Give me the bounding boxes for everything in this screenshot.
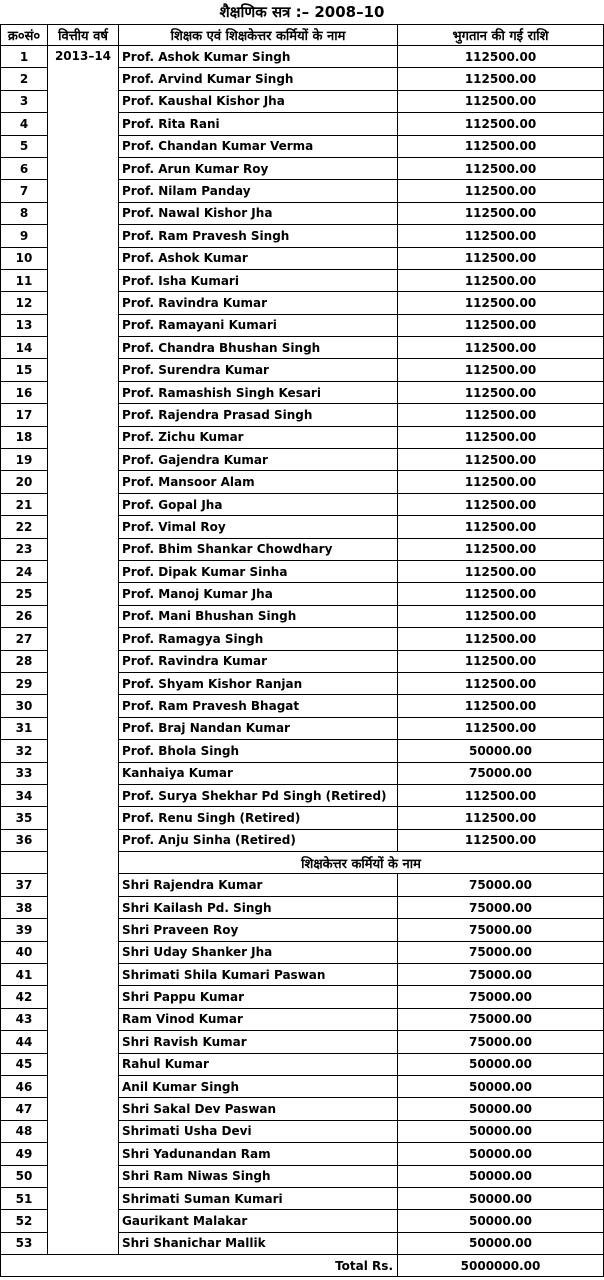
paid-amount: 75000.00 [398, 896, 604, 918]
serial-number: 28 [1, 650, 48, 672]
serial-number: 37 [1, 874, 48, 896]
person-name: Prof. Isha Kumari [119, 269, 398, 291]
serial-number: 15 [1, 359, 48, 381]
serial-number: 20 [1, 471, 48, 493]
person-name: Gaurikant Malakar [119, 1210, 398, 1232]
serial-number: 3 [1, 90, 48, 112]
serial-number: 4 [1, 113, 48, 135]
paid-amount: 112500.00 [398, 538, 604, 560]
person-name: Prof. Arun Kumar Roy [119, 157, 398, 179]
person-name: Prof. Ramashish Singh Kesari [119, 381, 398, 403]
person-name: Shri Ram Niwas Singh [119, 1165, 398, 1187]
serial-number: 5 [1, 135, 48, 157]
paid-amount: 112500.00 [398, 449, 604, 471]
person-name: Prof. Ram Pravesh Bhagat [119, 695, 398, 717]
paid-amount: 75000.00 [398, 941, 604, 963]
paid-amount: 75000.00 [398, 1031, 604, 1053]
serial-number: 14 [1, 337, 48, 359]
person-name: Shrimati Usha Devi [119, 1120, 398, 1142]
serial-number: 32 [1, 740, 48, 762]
person-name: Shri Uday Shanker Jha [119, 941, 398, 963]
person-name: Rahul Kumar [119, 1053, 398, 1075]
serial-number: 49 [1, 1143, 48, 1165]
person-name: Prof. Kaushal Kishor Jha [119, 90, 398, 112]
serial-number: 41 [1, 964, 48, 986]
paid-amount: 112500.00 [398, 672, 604, 694]
person-name: Prof. Surya Shekhar Pd Singh (Retired) [119, 784, 398, 806]
table-row [1, 46, 604, 68]
serial-number: 34 [1, 784, 48, 806]
paid-amount: 112500.00 [398, 292, 604, 314]
paid-amount: 112500.00 [398, 404, 604, 426]
serial-number: 21 [1, 493, 48, 515]
paid-amount: 112500.00 [398, 157, 604, 179]
person-name: Prof. Dipak Kumar Sinha [119, 560, 398, 582]
serial-number: 36 [1, 829, 48, 851]
person-name: Kanhaiya Kumar [119, 762, 398, 784]
serial-number: 31 [1, 717, 48, 739]
paid-amount: 112500.00 [398, 113, 604, 135]
paid-amount: 112500.00 [398, 628, 604, 650]
person-name: Prof. Manoj Kumar Jha [119, 583, 398, 605]
serial-number: 27 [1, 628, 48, 650]
person-name: Prof. Ram Pravesh Singh [119, 225, 398, 247]
person-name: Prof. Ravindra Kumar [119, 292, 398, 314]
header-amount: भुगतान की गई राशि [398, 25, 604, 46]
paid-amount: 50000.00 [398, 1187, 604, 1209]
paid-amount: 50000.00 [398, 1098, 604, 1120]
serial-number: 13 [1, 314, 48, 336]
serial-number: 39 [1, 919, 48, 941]
paid-amount: 112500.00 [398, 471, 604, 493]
serial-number: 8 [1, 202, 48, 224]
person-name: Prof. Ashok Kumar [119, 247, 398, 269]
person-name: Prof. Bhim Shankar Chowdhary [119, 538, 398, 560]
person-name: Prof. Surendra Kumar [119, 359, 398, 381]
serial-number: 11 [1, 269, 48, 291]
serial-number: 18 [1, 426, 48, 448]
person-name: Prof. Shyam Kishor Ranjan [119, 672, 398, 694]
person-name: Prof. Vimal Roy [119, 516, 398, 538]
serial-number: 6 [1, 157, 48, 179]
person-name: Shrimati Suman Kumari [119, 1187, 398, 1209]
person-name: Shri Shanichar Mallik [119, 1232, 398, 1254]
serial-number: 19 [1, 449, 48, 471]
serial-number: 33 [1, 762, 48, 784]
paid-amount: 112500.00 [398, 247, 604, 269]
person-name: Prof. Ramagya Singh [119, 628, 398, 650]
payment-table [0, 24, 604, 1277]
paid-amount: 112500.00 [398, 829, 604, 851]
header-row [1, 25, 604, 46]
paid-amount: 50000.00 [398, 740, 604, 762]
serial-number: 24 [1, 560, 48, 582]
serial-number: 26 [1, 605, 48, 627]
serial-number: 48 [1, 1120, 48, 1142]
serial-number: 51 [1, 1187, 48, 1209]
total-label: Total Rs. [1, 1255, 398, 1277]
person-name: Prof. Nawal Kishor Jha [119, 202, 398, 224]
person-name: Prof. Ravindra Kumar [119, 650, 398, 672]
person-name: Prof. Rita Rani [119, 113, 398, 135]
paid-amount: 112500.00 [398, 314, 604, 336]
paid-amount: 112500.00 [398, 381, 604, 403]
serial-number: 23 [1, 538, 48, 560]
person-name: Shri Yadunandan Ram [119, 1143, 398, 1165]
paid-amount: 112500.00 [398, 225, 604, 247]
paid-amount: 112500.00 [398, 605, 604, 627]
serial-number: 25 [1, 583, 48, 605]
paid-amount: 75000.00 [398, 964, 604, 986]
paid-amount: 50000.00 [398, 1232, 604, 1254]
header-name: शिक्षक एवं शिक्षकेत्तर कर्मियों के नाम [119, 25, 398, 46]
person-name: Prof. Bhola Singh [119, 740, 398, 762]
financial-year-cell: 2013–14 [48, 46, 119, 1255]
paid-amount: 112500.00 [398, 560, 604, 582]
person-name: Prof. Mansoor Alam [119, 471, 398, 493]
person-name: Prof. Chandan Kumar Verma [119, 135, 398, 157]
serial-number: 40 [1, 941, 48, 963]
paid-amount: 112500.00 [398, 68, 604, 90]
person-name: Prof. Anju Sinha (Retired) [119, 829, 398, 851]
serial-number: 42 [1, 986, 48, 1008]
person-name: Shri Praveen Roy [119, 919, 398, 941]
serial-number: 17 [1, 404, 48, 426]
serial-number: 7 [1, 180, 48, 202]
person-name: Anil Kumar Singh [119, 1075, 398, 1097]
paid-amount: 112500.00 [398, 359, 604, 381]
paid-amount: 112500.00 [398, 180, 604, 202]
serial-number: 1 [1, 46, 48, 68]
serial-number: 50 [1, 1165, 48, 1187]
person-name: Prof. Ramayani Kumari [119, 314, 398, 336]
person-name: Prof. Ashok Kumar Singh [119, 46, 398, 68]
header-financial-year: वित्तीय वर्ष [48, 25, 119, 46]
serial-number: 29 [1, 672, 48, 694]
serial-number: 47 [1, 1098, 48, 1120]
paid-amount: 50000.00 [398, 1143, 604, 1165]
paid-amount: 50000.00 [398, 1053, 604, 1075]
paid-amount: 50000.00 [398, 1075, 604, 1097]
paid-amount: 75000.00 [398, 1008, 604, 1030]
header-serial-number: क्र०सं० [1, 25, 48, 46]
person-name: Prof. Gajendra Kumar [119, 449, 398, 471]
person-name: Shri Ravish Kumar [119, 1031, 398, 1053]
paid-amount: 112500.00 [398, 650, 604, 672]
paid-amount: 112500.00 [398, 583, 604, 605]
paid-amount: 112500.00 [398, 516, 604, 538]
paid-amount: 112500.00 [398, 717, 604, 739]
serial-number: 30 [1, 695, 48, 717]
paid-amount: 75000.00 [398, 762, 604, 784]
serial-number: 12 [1, 292, 48, 314]
serial-number: 44 [1, 1031, 48, 1053]
paid-amount: 112500.00 [398, 269, 604, 291]
person-name: Prof. Mani Bhushan Singh [119, 605, 398, 627]
paid-amount: 112500.00 [398, 784, 604, 806]
table-body [1, 46, 604, 1277]
paid-amount: 112500.00 [398, 135, 604, 157]
serial-number: 22 [1, 516, 48, 538]
paid-amount: 112500.00 [398, 46, 604, 68]
section-heading-empty-cell [1, 852, 48, 874]
serial-number: 35 [1, 807, 48, 829]
person-name: Shri Kailash Pd. Singh [119, 896, 398, 918]
paid-amount: 112500.00 [398, 90, 604, 112]
person-name: Prof. Chandra Bhushan Singh [119, 337, 398, 359]
serial-number: 46 [1, 1075, 48, 1097]
serial-number: 9 [1, 225, 48, 247]
person-name: Prof. Braj Nandan Kumar [119, 717, 398, 739]
person-name: Prof. Rajendra Prasad Singh [119, 404, 398, 426]
serial-number: 52 [1, 1210, 48, 1232]
paid-amount: 50000.00 [398, 1210, 604, 1232]
serial-number: 2 [1, 68, 48, 90]
serial-number: 16 [1, 381, 48, 403]
staff-section-heading: शिक्षकेत्तर कर्मियों के नाम [119, 852, 604, 874]
serial-number: 10 [1, 247, 48, 269]
paid-amount: 112500.00 [398, 695, 604, 717]
paid-amount: 112500.00 [398, 807, 604, 829]
person-name: Prof. Nilam Panday [119, 180, 398, 202]
paid-amount: 50000.00 [398, 1120, 604, 1142]
person-name: Shri Rajendra Kumar [119, 874, 398, 896]
paid-amount: 112500.00 [398, 493, 604, 515]
person-name: Prof. Renu Singh (Retired) [119, 807, 398, 829]
paid-amount: 112500.00 [398, 202, 604, 224]
person-name: Shri Sakal Dev Paswan [119, 1098, 398, 1120]
serial-number: 38 [1, 896, 48, 918]
page-title: शैक्षणिक सत्र :– 2008–10 [219, 3, 385, 21]
person-name: Prof. Zichu Kumar [119, 426, 398, 448]
person-name: Shri Pappu Kumar [119, 986, 398, 1008]
paid-amount: 50000.00 [398, 1165, 604, 1187]
person-name: Prof. Arvind Kumar Singh [119, 68, 398, 90]
serial-number: 45 [1, 1053, 48, 1075]
paid-amount: 112500.00 [398, 337, 604, 359]
paid-amount: 112500.00 [398, 426, 604, 448]
paid-amount: 75000.00 [398, 986, 604, 1008]
paid-amount: 75000.00 [398, 919, 604, 941]
person-name: Prof. Gopal Jha [119, 493, 398, 515]
total-row [1, 1255, 604, 1277]
person-name: Ram Vinod Kumar [119, 1008, 398, 1030]
paid-amount: 75000.00 [398, 874, 604, 896]
total-amount: 5000000.00 [398, 1255, 604, 1277]
person-name: Shrimati Shila Kumari Paswan [119, 964, 398, 986]
serial-number: 53 [1, 1232, 48, 1254]
serial-number: 43 [1, 1008, 48, 1030]
